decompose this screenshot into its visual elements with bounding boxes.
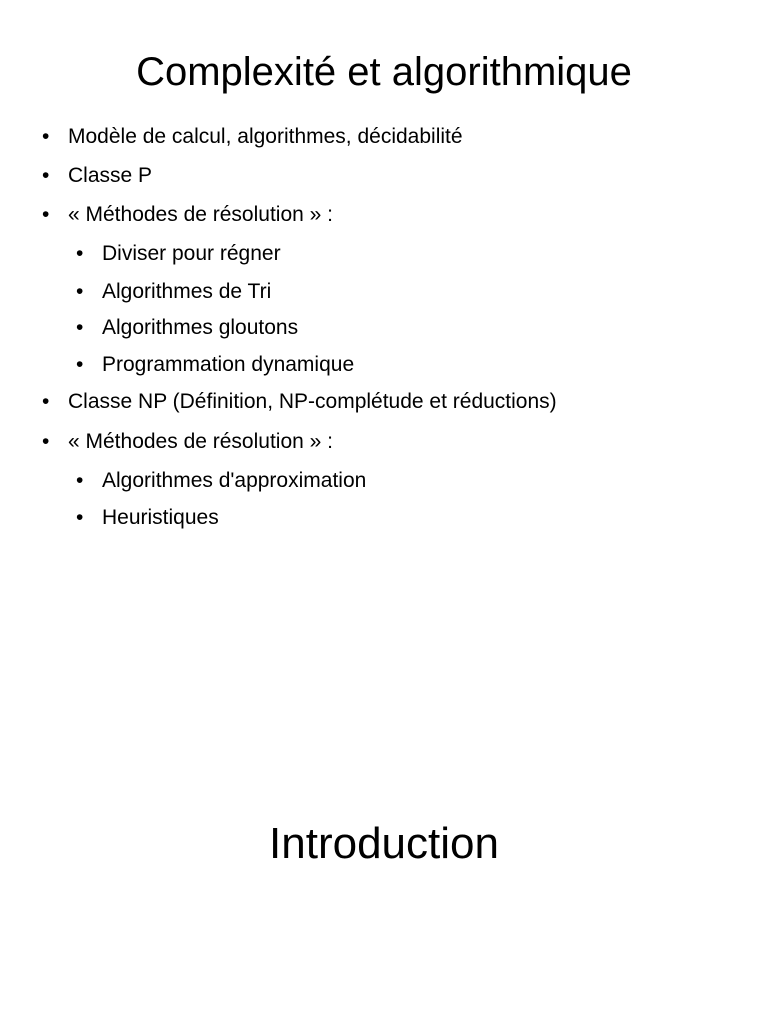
list-item	[76, 505, 219, 531]
list-item	[42, 389, 557, 415]
list-item-text: Algorithmes gloutons	[102, 316, 299, 339]
list-item-text: Modèle de calcul, algorithmes, décidabilité	[68, 125, 463, 148]
list-item	[42, 124, 463, 150]
bullet-icon: •	[42, 164, 50, 187]
bullet-icon: •	[76, 469, 84, 492]
list-item-text: Algorithmes de Tri	[102, 280, 272, 303]
next-slide-title: Introduction	[269, 819, 499, 868]
list-item	[76, 315, 299, 341]
list-item-text: Classe P	[68, 164, 153, 187]
list-item	[76, 468, 367, 494]
list-item-text: « Méthodes de résolution » :	[68, 203, 334, 226]
list-item-text: Programmation dynamique	[102, 353, 355, 376]
bullet-icon: •	[42, 390, 50, 413]
bullet-icon: •	[42, 430, 50, 453]
bullet-icon: •	[42, 203, 50, 226]
bullet-icon: •	[76, 242, 84, 265]
bullet-icon: •	[76, 316, 84, 339]
list-item	[42, 163, 153, 189]
list-item	[76, 241, 281, 267]
bullet-icon: •	[76, 506, 84, 529]
list-item	[42, 202, 334, 228]
list-item	[42, 429, 334, 455]
list-item-text: Algorithmes d'approximation	[102, 469, 367, 492]
list-item-text: Classe NP (Définition, NP-complétude et réductions)	[68, 390, 557, 413]
slide-title: Complexité et algorithmique	[136, 50, 632, 94]
list-item-text: Diviser pour régner	[102, 242, 281, 265]
list-item-text: « Méthodes de résolution » :	[68, 430, 334, 453]
bullet-icon: •	[76, 353, 84, 376]
list-item	[76, 352, 355, 378]
bullet-icon: •	[42, 125, 50, 148]
list-item-text: Heuristiques	[102, 506, 219, 529]
list-item	[76, 279, 272, 305]
bullet-icon: •	[76, 280, 84, 303]
